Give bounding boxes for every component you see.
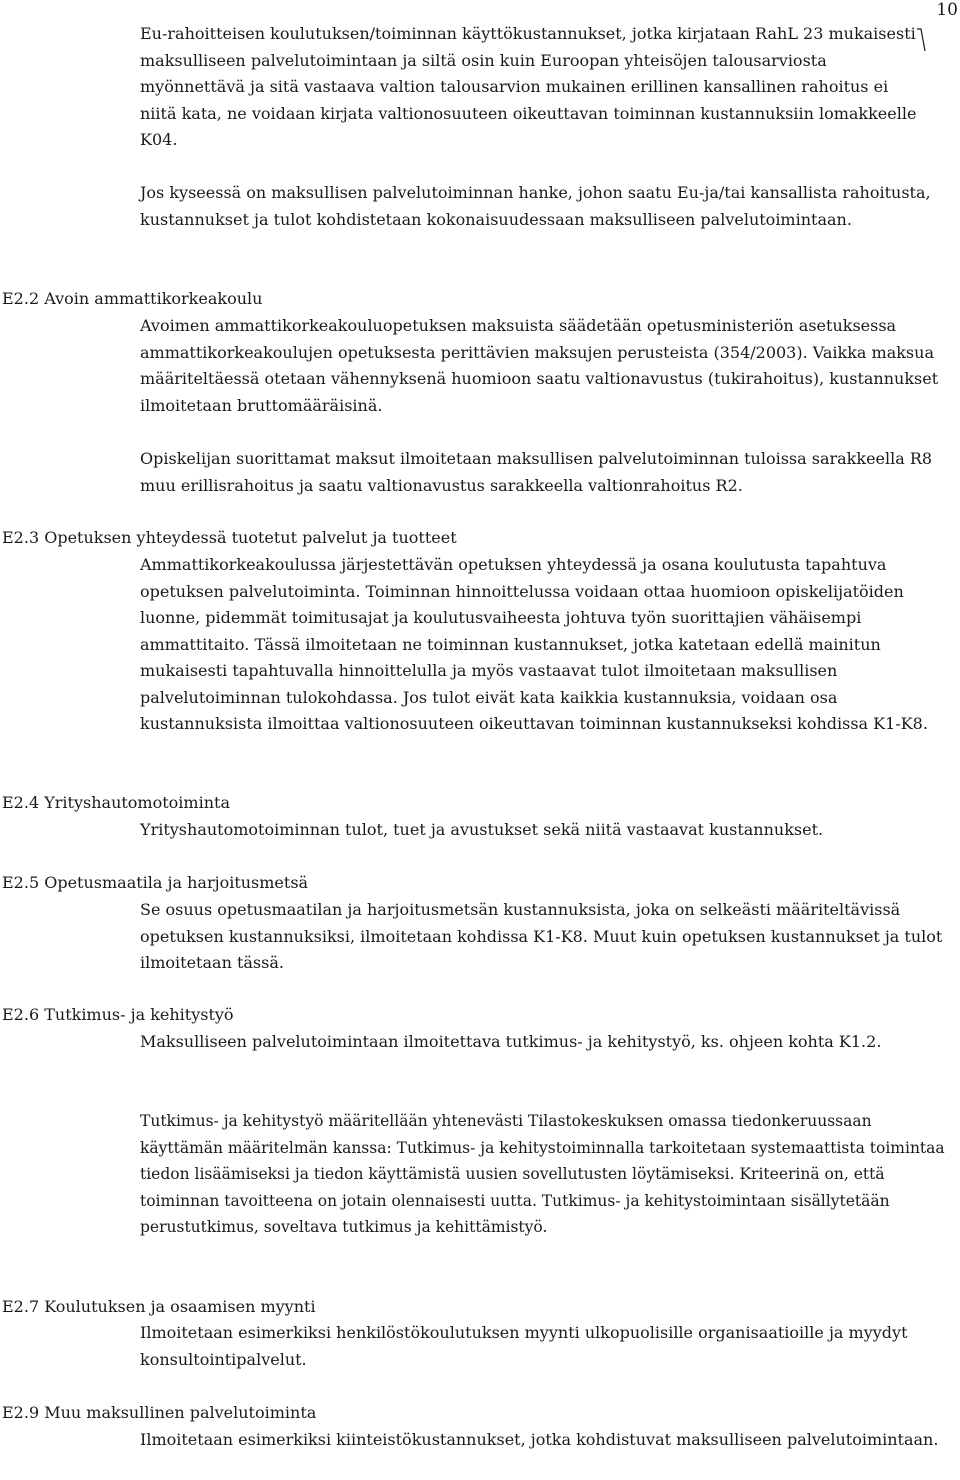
section-heading-e2-9: E2.9 Muu maksullinen palvelutoiminta [2,1403,317,1422]
section-e2-6-paragraph-1: Maksulliseen palvelutoimintaan ilmoitettava tutkimus- ja kehitystyö, ks. ohjeen kohta K1.2. [140,1032,882,1051]
section-e2-7-paragraph-1: Ilmoitetaan esimerkiksi henkilöstökoulutuksen myynti ulkopuolisille organisaatioille ja myydyt konsultointipalvelut. [140,1323,908,1369]
section-heading-e2-2: E2.2 Avoin ammattikorkeakoulu [2,289,263,308]
intro-paragraph-1: Eu-rahoitteisen koulutuksen/toiminnan käyttökustannukset, jotka kirjataan RahL 23 mukaisesti maksulliseen palvelutoimintaan ja siltä osin kuin Euroopan yhteisöjen talousarviosta myönnettävä ja sitä vastaava valtion talousarvion mukainen erillinen kansallinen rahoitus ei niitä kata, ne voidaan kirjata valtionosuuteen oikeuttavan toiminnan kustannuksiin lomakkeelle K04. [140,24,917,149]
section-e2-9-paragraph-1: Ilmoitetaan esimerkiksi kiinteistökustannukset, jotka kohdistuvat maksulliseen palvelutoimintaan. [140,1430,939,1449]
intro-paragraph-2: Jos kyseessä on maksullisen palvelutoiminnan hanke, johon saatu Eu-ja/tai kansallista rahoitusta, kustannukset ja tulot kohdistetaan kokonaisuudessaan maksulliseen palvelutoimintaan. [140,183,931,229]
section-heading-e2-6: E2.6 Tutkimus- ja kehitystyö [2,1005,234,1024]
section-e2-4-paragraph-1: Yrityshautomotoiminnan tulot, tuet ja avustukset sekä niitä vastaavat kustannukset. [140,820,824,839]
section-heading-e2-7: E2.7 Koulutuksen ja osaamisen myynti [2,1297,316,1316]
section-e2-6-paragraph-2: Tutkimus- ja kehitystyö määritellään yhtenevästi Tilastokeskuksen omassa tiedonkeruussaan käyttämän määritelmän kanssa: Tutkimus- ja kehitystoiminnalla tarkoitetaan systemaattista toimintaa tiedon lisäämiseksi ja tiedon käyttämistä uusien sovellutusten löytämiseksi. Kriteerinä on, että toiminnan tavoitteena on jotain olennaisesti uutta. Tutkimus- ja kehitystoimintaan sisällytetään perustutkimus, soveltava tutkimus ja kehittämistyö. [140,1112,945,1236]
page-number: 10 [936,0,958,20]
section-e2-2-paragraph-1: Avoimen ammattikorkeakouluopetuksen maksuista säädetään opetusministeriön asetuksessa ammattikorkeakoulujen opetuksesta perittävien maksujen perusteista (354/2003). Vaikka maksua määriteltäessä otetaan vähennyksenä huomioon saatu valtionavustus (tukirahoitus), kustannukset ilmoitetaan bruttomääräisinä. [140,316,939,415]
section-e2-3-paragraph-1: Ammattikorkeakoulussa järjestettävän opetuksen yhteydessä ja osana koulutusta tapahtuva opetuksen palvelutoiminta. Toiminnan hinnoittelussa voidaan ottaa huomioon opiskelijatöiden luonne, pidemmät toimitusajat ja koulutusvaiheesta johtuva työn suorittajien vähäisempi ammattitaito. Tässä ilmoitetaan ne toiminnan kustannukset, jotka katetaan edellä mainitun mukaisesti tapahtuvalla hinnoittelulla ja myös vastaavat tulot ilmoitetaan maksullisen palvelutoiminnan tulokohdassa. Jos tulot eivät kata kaikkia kustannuksia, voidaan osa kustannuksista ilmoittaa valtionosuuteen oikeuttavan toiminnan kustannukseksi kohdissa K1-K8. [140,555,928,733]
section-e2-2-paragraph-2: Opiskelijan suorittamat maksut ilmoitetaan maksullisen palvelutoiminnan tuloissa sarakkeella R8 muu erillisrahoitus ja saatu valtionavustus sarakkeella valtionrahoitus R2. [140,449,933,495]
section-heading-e2-3: E2.3 Opetuksen yhteydessä tuotetut palvelut ja tuotteet [2,528,457,547]
section-e2-5-paragraph-1: Se osuus opetusmaatilan ja harjoitusmetsän kustannuksista, joka on selkeästi määriteltävissä opetuksen kustannuksiksi, ilmoitetaan kohdissa K1-K8. Muut kuin opetuksen kustannukset ja tulot ilmoitetaan tässä. [140,900,943,972]
section-heading-e2-5: E2.5 Opetusmaatila ja harjoitusmetsä [2,873,309,892]
section-heading-e2-4: E2.4 Yrityshautomotoiminta [2,793,230,812]
